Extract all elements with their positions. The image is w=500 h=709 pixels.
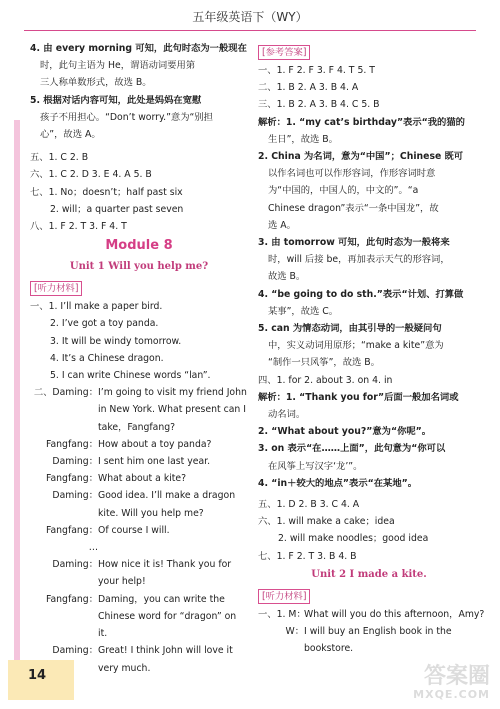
speaker-label: Daming：	[52, 456, 98, 468]
answer-section-8: 八、1. F 2. T 3. F 4. T	[30, 221, 127, 233]
dialog-text: Of course I will.	[98, 524, 170, 536]
explanation-line: 2. China 为名词，意为“中国”；Chinese 既可	[258, 151, 464, 163]
dialog-line	[30, 573, 248, 590]
dialog-line	[30, 556, 248, 573]
dialog-text: What about a kite?	[98, 473, 187, 485]
explanation-line: 以作名词也可以作形容词，作形容词时意	[268, 168, 436, 180]
speaker-label: Fangfang：	[45, 438, 98, 450]
dialog-text: it.	[98, 628, 108, 640]
answer-section-7-line1: 七、1. No；doesn’t；half past six	[30, 186, 183, 198]
dialog-line	[30, 384, 248, 401]
reference-answer-tag: [参考答案]	[258, 45, 310, 60]
watermark-url: MXQE.COM	[413, 688, 490, 701]
side-decoration-bar	[14, 120, 20, 660]
text-line: 三人称单数形式，故选 B。	[40, 77, 152, 89]
explanation-line: 在风筝上写汉字‘龙’”。	[268, 460, 363, 472]
text-line: 孩子不用担心。“Don’t worry.”意为“别担	[40, 111, 213, 123]
text-line: 5. 根据对话内容可知，此处是妈妈在宽慰	[30, 94, 202, 106]
answer-line: 2. will make noodles；good idea	[278, 533, 429, 545]
speaker-label: Fangfang：	[45, 473, 98, 485]
dialog-text: take，Fangfang?	[98, 421, 176, 433]
dialog-line	[258, 606, 485, 623]
explanation-line: 某事”，故选 C。	[268, 305, 339, 317]
explanation-line: 为“中国的，中国人的，中文的”。“a	[268, 185, 419, 197]
speaker-label: Daming：	[52, 559, 98, 571]
speaker-label	[30, 419, 98, 436]
dialog-line	[30, 487, 248, 504]
explanation-line: 解析：1. “Thank you for”后面一般加名词或	[258, 391, 459, 403]
explanation-line: 选 A。	[268, 219, 296, 231]
dialog-text: I’m going to visit my friend John	[98, 387, 247, 399]
speaker-label	[30, 401, 98, 418]
answer-line: 六、1. will make a cake；idea	[258, 516, 395, 528]
explanation-line: 时，will 后接 be，再加表示天气的形容词，	[268, 254, 450, 266]
dialog-line	[258, 640, 480, 657]
dialog-line	[30, 505, 248, 522]
speaker-label	[258, 640, 304, 657]
dialog-text: How about a toy panda?	[98, 438, 212, 450]
right-column	[258, 40, 485, 658]
dialog-line	[30, 453, 248, 470]
explanation-line: 故选 B。	[268, 271, 306, 283]
dialog-text: Chinese word for “dragon” on	[98, 610, 237, 622]
page-number: 14	[28, 668, 47, 683]
dialog-line	[30, 470, 248, 487]
explanation-line: “制作一只风筝”，故选 B。	[268, 357, 380, 369]
text-line: 4. 由 every morning 可知，此句时态为一般现在	[30, 43, 247, 54]
listening-material-tag: [听力材料]	[30, 281, 82, 296]
dialog-text: How nice it is! Thank you for	[98, 559, 232, 571]
listening-line: 5. I can write Chinese words “lan”.	[50, 370, 211, 382]
explanation-line: 生日”，故选 B。	[268, 133, 338, 145]
dialog-text: Great! I think John will love it	[98, 645, 233, 657]
dialog-text: bookstore.	[304, 643, 354, 655]
explanation-line: 动名词。	[268, 409, 306, 421]
speaker-label	[30, 573, 98, 590]
answer-section-5: 五、1. C 2. B	[30, 152, 89, 164]
explanation-line: 2. “What about you?”意为“你呢”。	[258, 426, 432, 438]
dialog-line	[30, 522, 248, 539]
listening-line: 4. It’s a Chinese dragon.	[50, 352, 164, 364]
speaker-label: …	[88, 542, 98, 554]
speaker-label: 一、1. M：	[258, 608, 306, 620]
speaker-label: 二、Daming：	[33, 387, 98, 399]
page-header: 五年级英语下（WY）	[192, 10, 308, 24]
explanation-line: Chinese dragon”表示“一条中国龙”，故	[268, 202, 439, 214]
answer-line: 四、1. for 2. about 3. on 4. in	[258, 374, 393, 386]
answer-line: 一、1. F 2. F 3. F 4. T 5. T	[258, 65, 375, 76]
dialog-text: I sent him one last year.	[98, 456, 211, 468]
dialog-line	[30, 642, 248, 659]
explanation-line: 3. on 表示“在……上面”，此句意为“你可以	[258, 443, 446, 455]
answer-section-7-line2: 2. will；a quarter past seven	[50, 203, 184, 215]
speaker-label: W：	[285, 626, 304, 638]
dialog-text: your help!	[98, 576, 146, 588]
speaker-label	[30, 505, 98, 522]
speaker-label: Daming：	[52, 645, 98, 657]
answer-line: 二、1. B 2. A 3. B 4. A	[258, 82, 359, 94]
dialog-line	[30, 436, 248, 453]
dialog-line	[30, 625, 248, 642]
answer-line: 三、1. B 2. A 3. B 4. C 5. B	[258, 99, 380, 111]
dialog-text: I will buy an English book in the	[304, 626, 452, 638]
header-rule	[24, 30, 476, 31]
speaker-label	[30, 660, 98, 677]
explanation-line: 3. 由 tomorrow 可知，此句时态为一般将来	[258, 237, 450, 249]
dialog-line	[30, 591, 248, 608]
explanation-item-4	[30, 40, 248, 92]
dialog-text: in New York. What present can I	[98, 404, 246, 416]
watermark-text: 答案圈	[423, 664, 490, 689]
explanation-line: 中，实义动词用原形；“make a kite”意为	[268, 340, 444, 352]
explanation-line: 5. can 为情态动词，由其引导的一般疑问句	[258, 323, 442, 335]
listening-line: 3. It will be windy tomorrow.	[50, 335, 182, 347]
listening-line: 一、1. I’ll make a paper bird.	[30, 301, 163, 313]
dialog-text: What will you do this afternoon，Amy?	[304, 608, 485, 620]
speaker-label: Fangfang：	[45, 593, 98, 605]
dialog-text: Daming，you can write the	[98, 593, 225, 605]
watermark-logo	[413, 665, 490, 701]
module-title: Module 8	[105, 238, 173, 254]
text-line: 心”，故选 A。	[40, 129, 101, 141]
dialog-line	[30, 660, 248, 677]
answer-section-6: 六、1. C 2. D 3. E 4. A 5. B	[30, 169, 152, 181]
answer-line: 五、1. D 2. B 3. C 4. A	[258, 499, 360, 511]
listening-dialog	[258, 606, 485, 658]
listening-line: 2. I’ve got a toy panda.	[50, 318, 159, 330]
dialog-line	[30, 401, 248, 418]
unit-title: Unit 2 I made a kite.	[311, 568, 427, 580]
listening-material-tag: [听力材料]	[258, 589, 310, 604]
speaker-label	[30, 625, 98, 642]
explanation-line: 4. “be going to do sth.”表示“计划、打算做	[258, 288, 464, 300]
dialog-line	[30, 419, 248, 436]
explanation-line: 解析：1. “my cat’s birthday”表示“我的猫的	[258, 116, 465, 128]
dialog-line	[30, 539, 248, 556]
left-column	[30, 40, 248, 677]
explanation-line: 4. “in＋较大的地点”表示“在某地”。	[258, 477, 418, 489]
speaker-label	[30, 608, 98, 625]
dialog	[30, 384, 248, 676]
answer-line: 七、1. F 2. T 3. B 4. B	[258, 550, 357, 562]
dialog-line	[258, 623, 480, 640]
dialog-line	[30, 608, 248, 625]
speaker-label: Fangfang：	[45, 524, 98, 536]
dialog-text: kite. Will you help me?	[98, 507, 204, 519]
text-line: 时，此句主语为 He，谓语动词要用第	[40, 60, 196, 72]
speaker-label: Daming：	[52, 490, 98, 502]
dialog-text: Good idea. I’ll make a dragon	[98, 490, 236, 502]
explanation-item-5	[30, 92, 248, 144]
unit-title: Unit 1 Will you help me?	[69, 261, 209, 273]
dialog-text: very much.	[98, 662, 151, 674]
